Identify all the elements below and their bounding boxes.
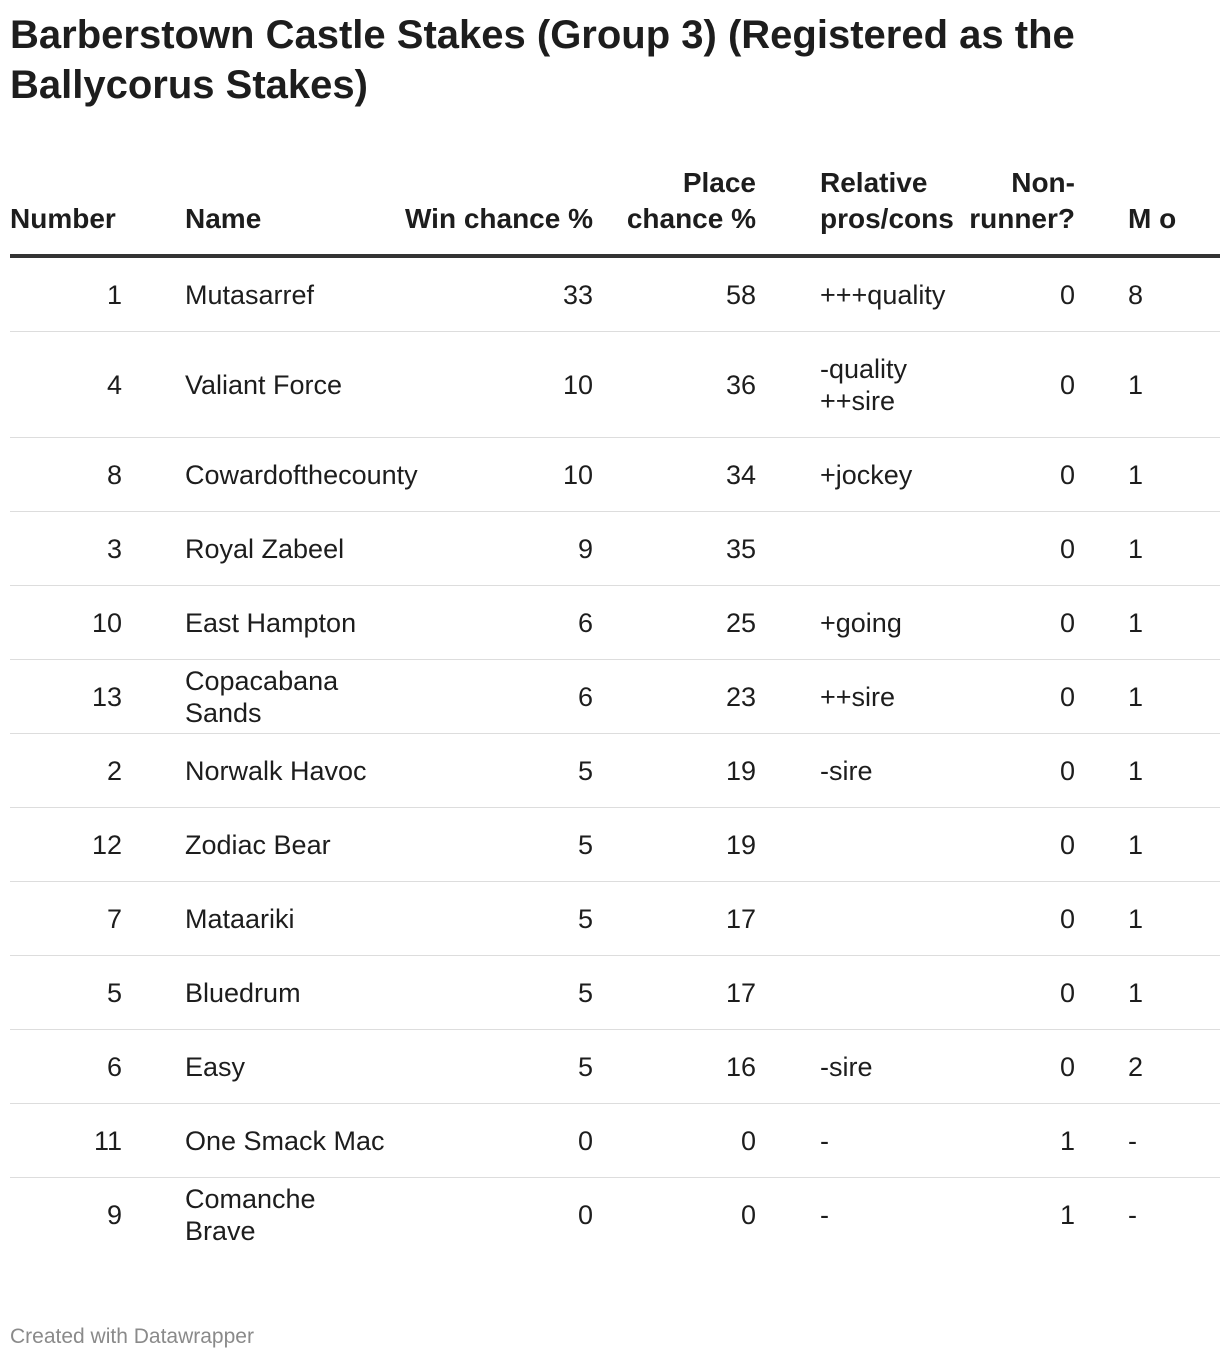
cell-win-chance: 5 — [392, 808, 593, 882]
cell-relative-pros-cons: +jockey — [756, 438, 960, 512]
cell-name: One Smack Mac — [122, 1104, 392, 1178]
cell-non-runner: 0 — [960, 956, 1075, 1030]
cell-name: Valiant Force — [122, 332, 392, 438]
column-header-win-chance[interactable]: Win chance % — [392, 165, 593, 256]
cell-place-chance: 0 — [593, 1104, 756, 1178]
cell-win-chance: 10 — [392, 438, 593, 512]
cell-non-runner: 0 — [960, 808, 1075, 882]
cell-place-chance: 19 — [593, 808, 756, 882]
cell-number: 5 — [10, 956, 122, 1030]
cell-truncated: 1 — [1075, 512, 1220, 586]
cell-relative-pros-cons — [756, 956, 960, 1030]
cell-truncated: 1 — [1075, 956, 1220, 1030]
data-table — [10, 165, 1220, 1251]
cell-win-chance: 33 — [392, 256, 593, 332]
cell-name: Zodiac Bear — [122, 808, 392, 882]
table-row — [10, 512, 1220, 586]
cell-name: Copacabana Sands — [122, 660, 392, 734]
cell-number: 4 — [10, 332, 122, 438]
cell-win-chance: 0 — [392, 1104, 593, 1178]
cell-non-runner: 0 — [960, 882, 1075, 956]
table-row — [10, 438, 1220, 512]
column-header-name[interactable]: Name — [122, 165, 392, 256]
cell-truncated: 8 — [1075, 256, 1220, 332]
cell-win-chance: 5 — [392, 734, 593, 808]
cell-win-chance: 5 — [392, 956, 593, 1030]
table-row — [10, 1178, 1220, 1252]
cell-truncated: 1 — [1075, 734, 1220, 808]
cell-name: Norwalk Havoc — [122, 734, 392, 808]
cell-name: Cowardofthecounty — [122, 438, 392, 512]
cell-number: 8 — [10, 438, 122, 512]
table-row — [10, 586, 1220, 660]
cell-place-chance: 17 — [593, 882, 756, 956]
cell-relative-pros-cons: -sire — [756, 734, 960, 808]
cell-win-chance: 9 — [392, 512, 593, 586]
table-row — [10, 734, 1220, 808]
cell-truncated: 1 — [1075, 332, 1220, 438]
column-header-place-chance[interactable]: Place chance % — [593, 165, 756, 256]
cell-non-runner: 0 — [960, 332, 1075, 438]
cell-number: 7 — [10, 882, 122, 956]
column-header-number[interactable]: Number — [10, 165, 122, 256]
cell-relative-pros-cons: - — [756, 1104, 960, 1178]
cell-number: 2 — [10, 734, 122, 808]
cell-win-chance: 0 — [577, 1199, 593, 1230]
cell-non-runner: 0 — [960, 256, 1075, 332]
cell-number: 1 — [10, 256, 122, 332]
cell-name: Mutasarref — [122, 256, 392, 332]
cell-truncated: 1 — [1075, 586, 1220, 660]
cell-truncated: - — [1128, 1199, 1137, 1230]
table-row — [10, 808, 1220, 882]
cell-name: East Hampton — [122, 586, 392, 660]
cell-name: Royal Zabeel — [122, 512, 392, 586]
table-header — [10, 165, 1220, 256]
table-row — [10, 256, 1220, 332]
cell-relative-pros-cons: +going — [756, 586, 960, 660]
cell-name: Bluedrum — [122, 956, 392, 1030]
cell-relative-pros-cons — [756, 808, 960, 882]
cell-name: Mataariki — [122, 882, 392, 956]
cell-non-runner: 0 — [960, 660, 1075, 734]
cell-truncated: 1 — [1075, 660, 1220, 734]
cell-place-chance: 34 — [593, 438, 756, 512]
cell-number: 9 — [106, 1199, 122, 1230]
header-row — [10, 165, 1220, 256]
cell-relative-pros-cons — [756, 512, 960, 586]
cell-truncated: - — [1075, 1104, 1220, 1178]
cell-relative-pros-cons: -sire — [756, 1030, 960, 1104]
cell-name: Comanche Brave — [185, 1183, 316, 1246]
cell-place-chance: 0 — [740, 1199, 756, 1230]
cell-number: 13 — [10, 660, 122, 734]
cell-relative-pros-cons: -quality ++sire — [756, 332, 960, 438]
column-header-non-runner[interactable]: Non-runner? — [960, 165, 1075, 256]
table-row — [10, 882, 1220, 956]
cell-number: 3 — [10, 512, 122, 586]
cell-non-runner: 1 — [1059, 1199, 1075, 1230]
cell-place-chance: 23 — [593, 660, 756, 734]
cell-place-chance: 17 — [593, 956, 756, 1030]
table-row — [10, 1030, 1220, 1104]
cell-relative-pros-cons — [756, 882, 960, 956]
column-header-relative-pros-cons[interactable]: Relative pros/cons — [756, 165, 960, 256]
data-table-wrapper — [10, 165, 1220, 1251]
cell-non-runner: 0 — [960, 512, 1075, 586]
footer-credit: Created with Datawrapper — [10, 1325, 254, 1348]
cell-truncated: 1 — [1075, 438, 1220, 512]
cell-place-chance: 19 — [593, 734, 756, 808]
chart-title: Barberstown Castle Stakes (Group 3) (Registered as the Ballycorus Stakes) — [10, 13, 1075, 107]
cell-relative-pros-cons: - — [820, 1199, 829, 1230]
cell-win-chance: 6 — [392, 586, 593, 660]
cell-truncated: 1 — [1075, 882, 1220, 956]
cell-non-runner: 0 — [960, 734, 1075, 808]
cell-truncated: 2 — [1075, 1030, 1220, 1104]
table-row — [10, 332, 1220, 438]
cell-place-chance: 36 — [593, 332, 756, 438]
table-body — [10, 256, 1220, 1251]
cell-win-chance: 5 — [392, 1030, 593, 1104]
table-row — [10, 956, 1220, 1030]
cell-number: 12 — [10, 808, 122, 882]
cell-number: 6 — [10, 1030, 122, 1104]
table-row — [10, 660, 1220, 734]
cell-name: Easy — [122, 1030, 392, 1104]
cell-win-chance: 5 — [392, 882, 593, 956]
cell-win-chance: 6 — [392, 660, 593, 734]
table-row — [10, 1104, 1220, 1178]
cell-place-chance: 25 — [593, 586, 756, 660]
cell-relative-pros-cons: ++sire — [756, 660, 960, 734]
cell-place-chance: 35 — [593, 512, 756, 586]
cell-non-runner: 0 — [960, 1030, 1075, 1104]
cell-non-runner: 0 — [960, 438, 1075, 512]
cell-number: 11 — [10, 1104, 122, 1178]
cell-non-runner: 1 — [960, 1104, 1075, 1178]
cell-number: 10 — [10, 586, 122, 660]
cell-relative-pros-cons: +++quality — [756, 256, 960, 332]
cell-win-chance: 10 — [392, 332, 593, 438]
cell-non-runner: 0 — [960, 586, 1075, 660]
column-header-truncated[interactable]: M o — [1075, 165, 1220, 256]
cell-truncated: 1 — [1075, 808, 1220, 882]
cell-place-chance: 58 — [593, 256, 756, 332]
cell-place-chance: 16 — [593, 1030, 756, 1104]
